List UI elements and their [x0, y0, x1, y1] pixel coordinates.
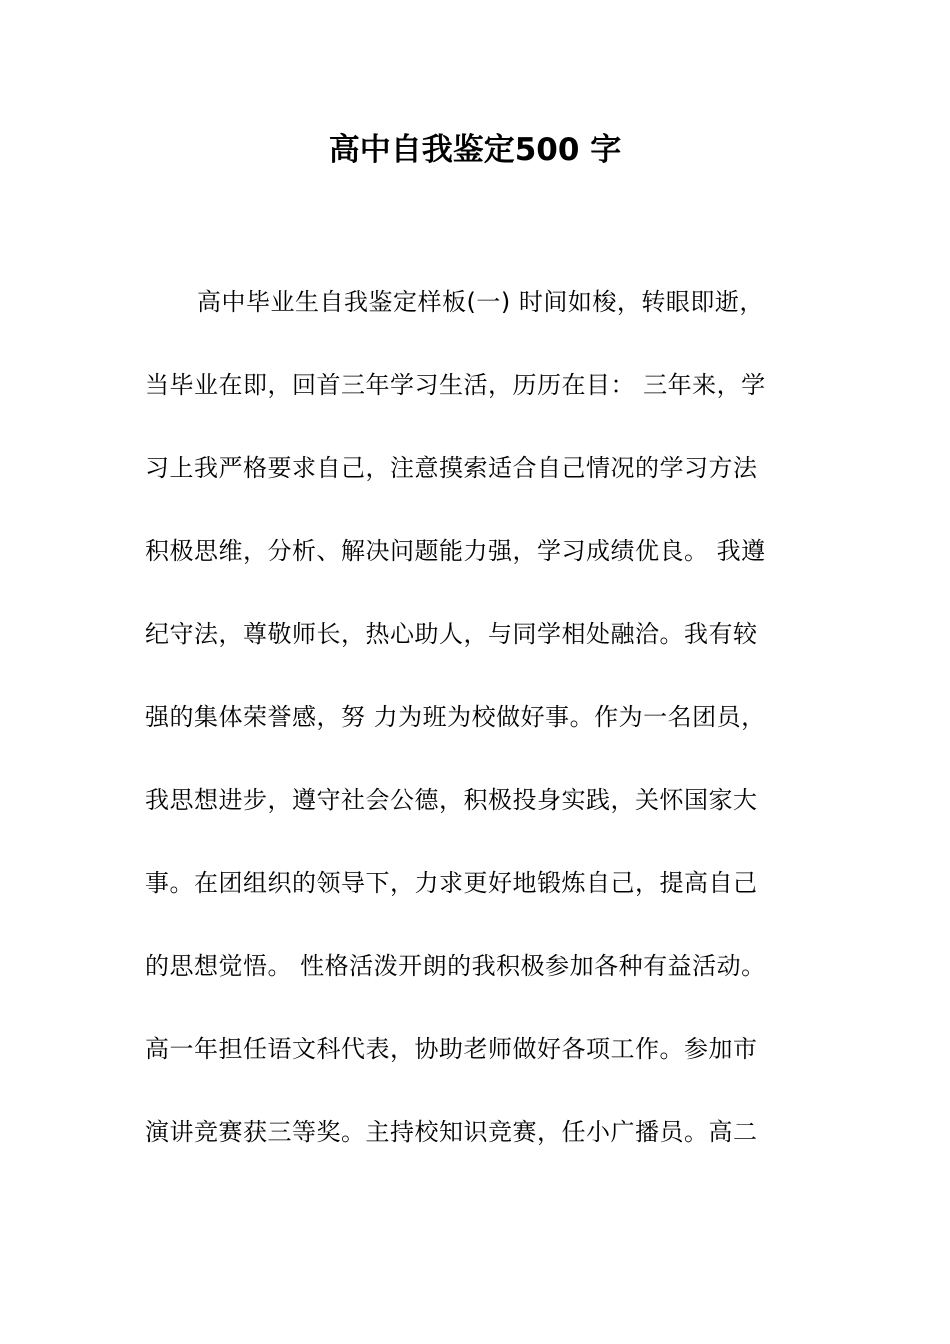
body-line: 当毕业在即，回首三年学习生活，历历在目： 三年来，学	[145, 371, 766, 399]
body-line: 积极思维，分析、解决问题能力强，学习成绩优良。 我遵	[145, 537, 766, 565]
body-line: 强的集体荣誉感，努 力为班为校做好事。作为一名团员，	[145, 703, 766, 731]
document-title: 高中自我鉴定500 字	[328, 132, 622, 168]
body-line: 高一年担任语文科代表，协助老师做好各项工作。参加市	[145, 1035, 758, 1063]
body-line: 的思想觉悟。 性格活泼开朗的我积极参加各种有益活动。	[145, 952, 766, 980]
body-line: 纪守法，尊敬师长，热心助人，与同学相处融洽。我有较	[145, 620, 758, 648]
document-body	[145, 278, 805, 1191]
body-line: 演讲竞赛获三等奖。主持校知识竞赛，任小广播员。高二	[145, 1118, 758, 1146]
body-line: 高中毕业生自我鉴定样板(一) 时间如梭，转眼即逝，	[197, 288, 764, 316]
body-line: 习上我严格要求自己，注意摸索适合自己情况的学习方法	[145, 454, 758, 482]
body-line: 我思想进步，遵守社会公德，积极投身实践，关怀国家大	[145, 786, 758, 814]
body-line: 事。在团组织的领导下，力求更好地锻炼自己，提高自己	[145, 869, 758, 897]
